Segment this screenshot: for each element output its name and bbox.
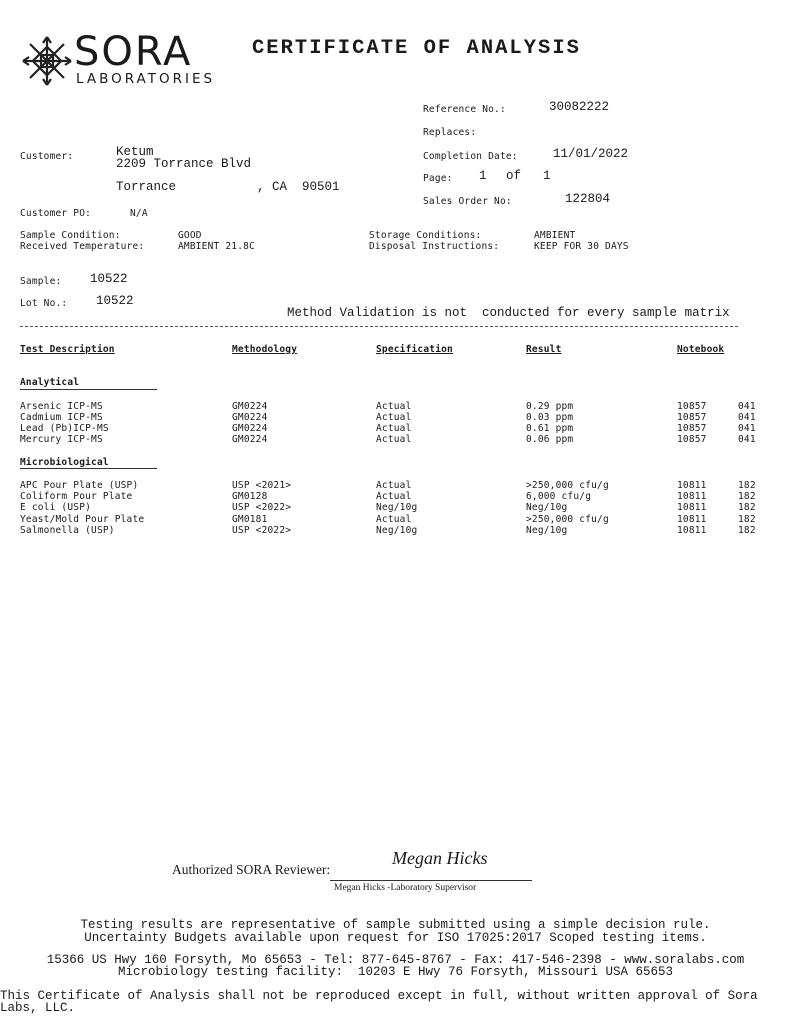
lot-value: 10522	[96, 294, 134, 308]
row-notebook: 10857	[677, 434, 707, 445]
row-test: Lead (Pb)ICP-MS	[20, 423, 109, 434]
header-test-description: Test Description	[20, 344, 115, 355]
document-title: CERTIFICATE OF ANALYSIS	[252, 37, 581, 60]
customer-state-zip: , CA 90501	[257, 180, 340, 194]
reference-value: 30082222	[549, 100, 610, 114]
row-method: GM0128	[232, 491, 268, 502]
row-result: Neg/10g	[526, 525, 568, 536]
row-method: GM0224	[232, 423, 268, 434]
header-result: Result	[526, 344, 562, 355]
footer-address: 15366 US Hwy 160 Forsyth, Mo 65653 - Tel: 877-645-8767 - Fax: 417-546-2398 - www.soralabs.com	[46, 953, 745, 967]
row-page: 182	[738, 491, 756, 502]
page-number: 1	[479, 169, 487, 183]
row-method: USP <2021>	[232, 480, 292, 491]
page-of: of	[506, 169, 522, 183]
row-result: >250,000 cfu/g	[526, 480, 609, 491]
row-result: Neg/10g	[526, 502, 568, 513]
customer-label: Customer:	[20, 151, 74, 162]
row-notebook: 10811	[677, 514, 707, 525]
disposal-label: Disposal Instructions:	[369, 241, 500, 252]
page-label: Page:	[423, 173, 453, 184]
signature-line	[330, 880, 532, 881]
row-spec: Neg/10g	[376, 502, 418, 513]
replaces-label: Replaces:	[423, 127, 477, 138]
sales-order-label: Sales Order No:	[423, 196, 512, 207]
header-specification: Specification	[376, 344, 453, 355]
section-title: Microbiological	[20, 457, 109, 468]
validation-note: Method Validation is not conducted for every sample matrix	[287, 306, 730, 320]
section-underline	[20, 389, 157, 390]
row-spec: Actual	[376, 491, 412, 502]
reviewer-signature: Megan Hicks	[392, 848, 488, 868]
disposal-value: KEEP FOR 30 DAYS	[534, 241, 629, 252]
row-method: GM0224	[232, 401, 268, 412]
customer-po-value: N/A	[130, 208, 148, 219]
row-result: >250,000 cfu/g	[526, 514, 609, 525]
row-page: 041	[738, 434, 756, 445]
lot-label: Lot No.:	[20, 298, 68, 309]
row-result: 0.61 ppm	[526, 423, 574, 434]
logo-wordmark: SORA	[74, 29, 193, 75]
row-spec: Actual	[376, 423, 412, 434]
row-result: 0.29 ppm	[526, 401, 574, 412]
row-method: USP <2022>	[232, 502, 292, 513]
customer-po-label: Customer PO:	[20, 208, 92, 219]
section-underline	[20, 468, 157, 469]
sample-condition-label: Sample Condition:	[20, 230, 121, 241]
received-temp-label: Received Temperature:	[20, 241, 145, 252]
row-spec: Neg/10g	[376, 525, 418, 536]
row-page: 041	[738, 412, 756, 423]
row-page: 182	[738, 480, 756, 491]
customer-name: Ketum	[116, 145, 154, 159]
row-notebook: 10857	[677, 412, 707, 423]
row-notebook: 10811	[677, 502, 707, 513]
completion-label: Completion Date:	[423, 151, 518, 162]
reviewer-caption: Megan Hicks -Laboratory Supervisor	[334, 883, 477, 893]
sora-logo-emblem-icon	[20, 34, 74, 88]
footer-uncertainty: Uncertainty Budgets available upon request for ISO 17025:2017 Scoped testing items.	[84, 931, 707, 945]
row-page: 182	[738, 525, 756, 536]
reviewer-label: Authorized SORA Reviewer:	[172, 862, 331, 877]
row-spec: Actual	[376, 514, 412, 525]
row-notebook: 10811	[677, 525, 707, 536]
row-method: GM0224	[232, 412, 268, 423]
dashed-divider	[20, 326, 738, 327]
row-result: 0.06 ppm	[526, 434, 574, 445]
row-spec: Actual	[376, 434, 412, 445]
row-notebook: 10857	[677, 401, 707, 412]
sample-value: 10522	[90, 272, 128, 286]
row-page: 182	[738, 502, 756, 513]
logo-subtitle: LABORATORIES	[76, 71, 216, 87]
row-result: 6,000 cfu/g	[526, 491, 592, 502]
row-page: 041	[738, 401, 756, 412]
customer-city: Torrance	[116, 180, 177, 194]
storage-label: Storage Conditions:	[369, 230, 482, 241]
row-test: E coli (USP)	[20, 502, 92, 513]
row-method: GM0181	[232, 514, 268, 525]
completion-value: 11/01/2022	[553, 147, 629, 161]
row-test: Arsenic ICP-MS	[20, 401, 103, 412]
footer-micro-facility: Microbiology testing facility: 10203 E Hwy 76 Forsyth, Missouri USA 65653	[117, 965, 674, 979]
row-notebook: 10811	[677, 491, 707, 502]
row-test: Cadmium ICP-MS	[20, 412, 103, 423]
header-methodology: Methodology	[232, 344, 298, 355]
customer-address: 2209 Torrance Blvd	[116, 157, 252, 171]
row-result: 0.03 ppm	[526, 412, 574, 423]
row-page: 182	[738, 514, 756, 525]
row-test: Coliform Pour Plate	[20, 491, 133, 502]
sales-order-value: 122804	[565, 192, 611, 206]
row-spec: Actual	[376, 412, 412, 423]
sample-label: Sample:	[20, 276, 62, 287]
received-temp-value: AMBIENT 21.8C	[178, 241, 255, 252]
section-title: Analytical	[20, 377, 80, 388]
row-page: 041	[738, 423, 756, 434]
sample-condition-value: GOOD	[178, 230, 202, 241]
footer-reproduction-note: This Certificate of Analysis shall not be reproduced except in full, without written approval of Sora	[0, 989, 758, 1003]
footer-reproduction-note-cont: Labs, LLC.	[0, 1001, 76, 1015]
row-spec: Actual	[376, 401, 412, 412]
row-method: USP <2022>	[232, 525, 292, 536]
row-notebook: 10857	[677, 423, 707, 434]
row-notebook: 10811	[677, 480, 707, 491]
footer-decision-rule: Testing results are representative of sample submitted using a simple decision rule.	[80, 918, 711, 932]
storage-value: AMBIENT	[534, 230, 576, 241]
row-test: Mercury ICP-MS	[20, 434, 103, 445]
row-method: GM0224	[232, 434, 268, 445]
row-test: APC Pour Plate (USP)	[20, 480, 139, 491]
header-notebook: Notebook	[677, 344, 725, 355]
page-total: 1	[543, 169, 551, 183]
reference-label: Reference No.:	[423, 104, 506, 115]
row-spec: Actual	[376, 480, 412, 491]
row-test: Yeast/Mold Pour Plate	[20, 514, 145, 525]
row-test: Salmonella (USP)	[20, 525, 115, 536]
